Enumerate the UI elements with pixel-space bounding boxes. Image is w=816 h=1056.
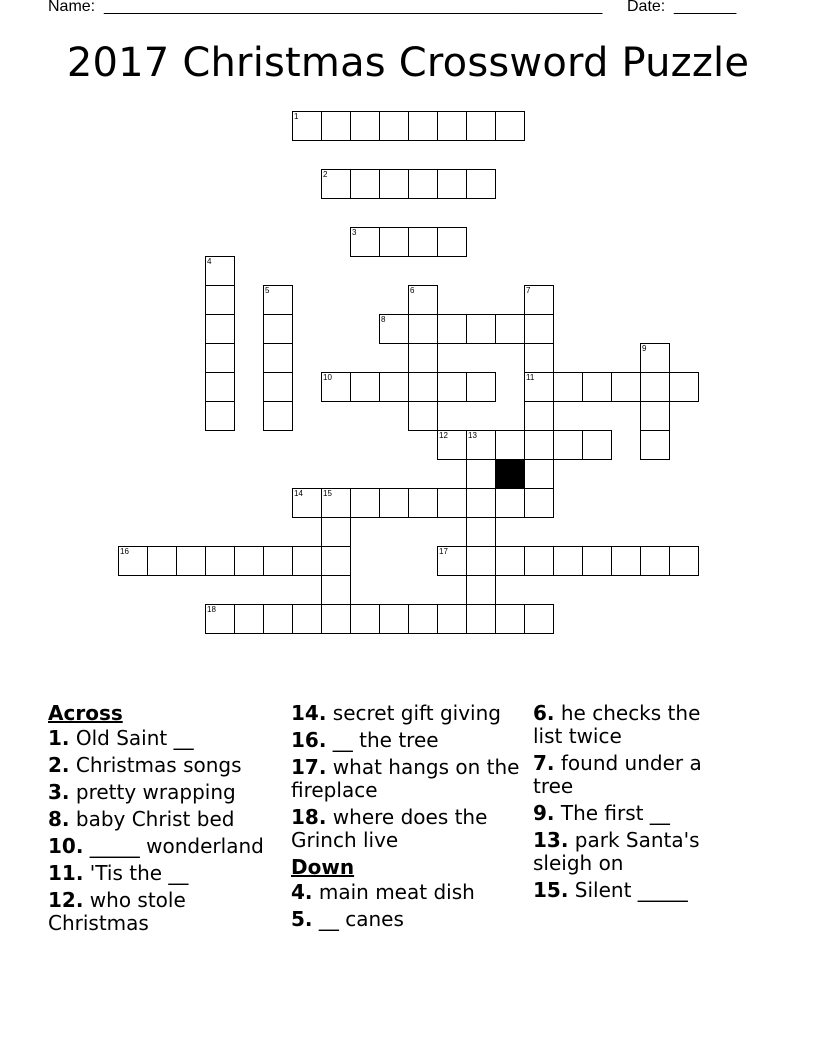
- grid-cell[interactable]: [350, 372, 380, 402]
- grid-cell[interactable]: [437, 111, 467, 141]
- grid-cell[interactable]: [495, 314, 525, 344]
- grid-cell[interactable]: [495, 111, 525, 141]
- grid-cell[interactable]: [205, 256, 235, 286]
- grid-cell[interactable]: [321, 169, 351, 199]
- clue-down-9: 9. The first __: [533, 801, 670, 825]
- grid-cell[interactable]: [147, 546, 177, 576]
- grid-cell[interactable]: [350, 227, 380, 257]
- clue-number: 10: [323, 373, 332, 382]
- grid-cell[interactable]: [408, 111, 438, 141]
- clue-number: 5: [265, 286, 270, 295]
- grid-cell[interactable]: [292, 546, 322, 576]
- grid-cell[interactable]: [263, 285, 293, 315]
- grid-cell[interactable]: [205, 546, 235, 576]
- grid-cell[interactable]: [408, 488, 438, 518]
- clues-column-2: [291, 702, 521, 935]
- grid-cell[interactable]: [263, 401, 293, 431]
- grid-cell[interactable]: [408, 227, 438, 257]
- grid-cell[interactable]: [263, 372, 293, 402]
- clues-column-1: [48, 702, 283, 939]
- grid-cell[interactable]: [205, 285, 235, 315]
- grid-cell[interactable]: [408, 285, 438, 315]
- grid-cell[interactable]: [379, 227, 409, 257]
- clue-across-12: 12. who stole Christmas: [48, 888, 186, 935]
- clue-number: 2: [323, 170, 328, 179]
- grid-cell[interactable]: [321, 517, 351, 547]
- grid-cell[interactable]: [524, 488, 554, 518]
- clue-across-16: 16. __ the tree: [291, 728, 439, 752]
- grid-cell[interactable]: [437, 169, 467, 199]
- grid-cell[interactable]: [321, 488, 351, 518]
- clues-column-3: [533, 702, 733, 906]
- grid-cell[interactable]: [437, 604, 467, 634]
- grid-cell[interactable]: [466, 314, 496, 344]
- grid-cell[interactable]: [669, 546, 699, 576]
- grid-cell[interactable]: [437, 488, 467, 518]
- grid-cell[interactable]: [437, 372, 467, 402]
- grid-cell[interactable]: [466, 604, 496, 634]
- grid-cell[interactable]: [379, 169, 409, 199]
- grid-cell[interactable]: [466, 372, 496, 402]
- grid-cell[interactable]: [524, 604, 554, 634]
- grid-cell[interactable]: [466, 459, 496, 489]
- grid-cell[interactable]: [524, 343, 554, 373]
- grid-cell[interactable]: [263, 604, 293, 634]
- grid-cell[interactable]: [524, 314, 554, 344]
- grid-cell[interactable]: [466, 575, 496, 605]
- grid-cell[interactable]: [437, 430, 467, 460]
- grid-cell[interactable]: [582, 546, 612, 576]
- clue-number: 11: [526, 373, 535, 382]
- clue-number: 8: [381, 315, 386, 324]
- grid-cell[interactable]: [379, 604, 409, 634]
- date-label: Date:: [627, 0, 666, 15]
- grid-cell[interactable]: [437, 227, 467, 257]
- grid-cell[interactable]: [582, 372, 612, 402]
- clue-down-7: 7. found under a tree: [533, 751, 702, 798]
- clue-down-5: 5. __ canes: [291, 907, 404, 931]
- grid-cell[interactable]: [640, 546, 670, 576]
- grid-cell[interactable]: [321, 546, 351, 576]
- grid-cell[interactable]: [379, 111, 409, 141]
- grid-cell[interactable]: [640, 430, 670, 460]
- grid-cell[interactable]: [524, 459, 554, 489]
- grid-cell[interactable]: [379, 372, 409, 402]
- grid-cell[interactable]: [466, 488, 496, 518]
- grid-cell[interactable]: [379, 314, 409, 344]
- grid-cell[interactable]: [437, 546, 467, 576]
- grid-cell[interactable]: [379, 488, 409, 518]
- grid-cell[interactable]: [176, 546, 206, 576]
- clue-across-2: 2. Christmas songs: [48, 753, 242, 777]
- grid-cell[interactable]: [263, 546, 293, 576]
- clue-down-15: 15. Silent _____: [533, 878, 688, 902]
- grid-cell[interactable]: [263, 314, 293, 344]
- grid-cell[interactable]: [234, 546, 264, 576]
- grid-cell[interactable]: [553, 372, 583, 402]
- clue-number: 18: [207, 605, 216, 614]
- grid-cell[interactable]: [553, 430, 583, 460]
- clue-across-18: 18. where does the Grinch live: [291, 805, 488, 852]
- clue-across-1: 1. Old Saint __: [48, 726, 194, 750]
- grid-cell[interactable]: [292, 488, 322, 518]
- grid-cell[interactable]: [321, 604, 351, 634]
- clue-across-8: 8. baby Christ bed: [48, 807, 235, 831]
- grid-cell[interactable]: [495, 488, 525, 518]
- grid-cell[interactable]: [205, 372, 235, 402]
- page-title: 2017 Christmas Crossword Puzzle: [66, 40, 750, 86]
- grid-cell[interactable]: [466, 546, 496, 576]
- clue-number: 12: [439, 431, 448, 440]
- grid-cell[interactable]: [640, 401, 670, 431]
- clue-number: 4: [207, 257, 212, 266]
- grid-cell[interactable]: [292, 604, 322, 634]
- clue-across-11: 11. 'Tis the __: [48, 861, 189, 885]
- grid-cell[interactable]: [350, 488, 380, 518]
- grid-cell[interactable]: [321, 372, 351, 402]
- grid-cell[interactable]: [524, 285, 554, 315]
- grid-cell[interactable]: [640, 372, 670, 402]
- grid-cell[interactable]: [234, 604, 264, 634]
- grid-cell[interactable]: [205, 343, 235, 373]
- grid-cell[interactable]: [495, 430, 525, 460]
- grid-cell[interactable]: [524, 546, 554, 576]
- grid-cell[interactable]: [495, 604, 525, 634]
- name-blank[interactable]: ________________________________________________________: [104, 0, 603, 15]
- clue-number: 1: [294, 112, 299, 121]
- clue-number: 3: [352, 228, 357, 237]
- grid-cell[interactable]: [437, 314, 467, 344]
- grid-cell[interactable]: [611, 546, 641, 576]
- grid-cell[interactable]: [524, 401, 554, 431]
- grid-cell[interactable]: [408, 604, 438, 634]
- grid-cell[interactable]: [205, 604, 235, 634]
- clue-down-13: 13. park Santa's sleigh on: [533, 828, 700, 875]
- grid-cell[interactable]: [408, 343, 438, 373]
- name-label: Name:: [48, 0, 96, 15]
- down-heading: Down: [291, 855, 355, 879]
- grid-cell[interactable]: [408, 169, 438, 199]
- clue-number: 16: [120, 547, 129, 556]
- grid-cell[interactable]: [524, 430, 554, 460]
- grid-cell[interactable]: [466, 430, 496, 460]
- grid-cell[interactable]: [466, 111, 496, 141]
- black-cell: [495, 459, 525, 489]
- grid-cell[interactable]: [118, 546, 148, 576]
- grid-cell[interactable]: [611, 372, 641, 402]
- grid-cell[interactable]: [350, 169, 380, 199]
- clue-across-10: 10. _____ wonderland: [48, 834, 264, 858]
- grid-cell[interactable]: [466, 517, 496, 547]
- grid-cell[interactable]: [321, 111, 351, 141]
- clue-number: 17: [439, 547, 448, 556]
- clue-down-6: 6. he checks the list twice: [533, 701, 701, 748]
- grid-cell[interactable]: [205, 314, 235, 344]
- grid-cell[interactable]: [582, 430, 612, 460]
- clue-across-17: 17. what hangs on the fireplace: [291, 755, 520, 802]
- clue-number: 7: [526, 286, 531, 295]
- clue-across-3: 3. pretty wrapping: [48, 780, 236, 804]
- grid-cell[interactable]: [466, 169, 496, 199]
- grid-cell[interactable]: [321, 575, 351, 605]
- grid-cell[interactable]: [640, 343, 670, 373]
- grid-cell[interactable]: [408, 314, 438, 344]
- clue-number: 14: [294, 489, 303, 498]
- grid-cell[interactable]: [408, 401, 438, 431]
- grid-cell[interactable]: [524, 372, 554, 402]
- grid-cell[interactable]: [669, 372, 699, 402]
- grid-cell[interactable]: [292, 111, 322, 141]
- clue-down-4: 4. main meat dish: [291, 880, 475, 904]
- across-heading: Across: [48, 701, 123, 725]
- grid-cell[interactable]: [350, 111, 380, 141]
- clue-number: 15: [323, 489, 332, 498]
- clue-across-14: 14. secret gift giving: [291, 701, 501, 725]
- grid-cell[interactable]: [408, 372, 438, 402]
- grid-cell[interactable]: [495, 546, 525, 576]
- clue-number: 9: [642, 344, 647, 353]
- date-blank[interactable]: _______: [674, 0, 737, 15]
- grid-cell[interactable]: [205, 401, 235, 431]
- clue-number: 13: [468, 431, 477, 440]
- clue-number: 6: [410, 286, 415, 295]
- grid-cell[interactable]: [263, 343, 293, 373]
- grid-cell[interactable]: [350, 604, 380, 634]
- grid-cell[interactable]: [553, 546, 583, 576]
